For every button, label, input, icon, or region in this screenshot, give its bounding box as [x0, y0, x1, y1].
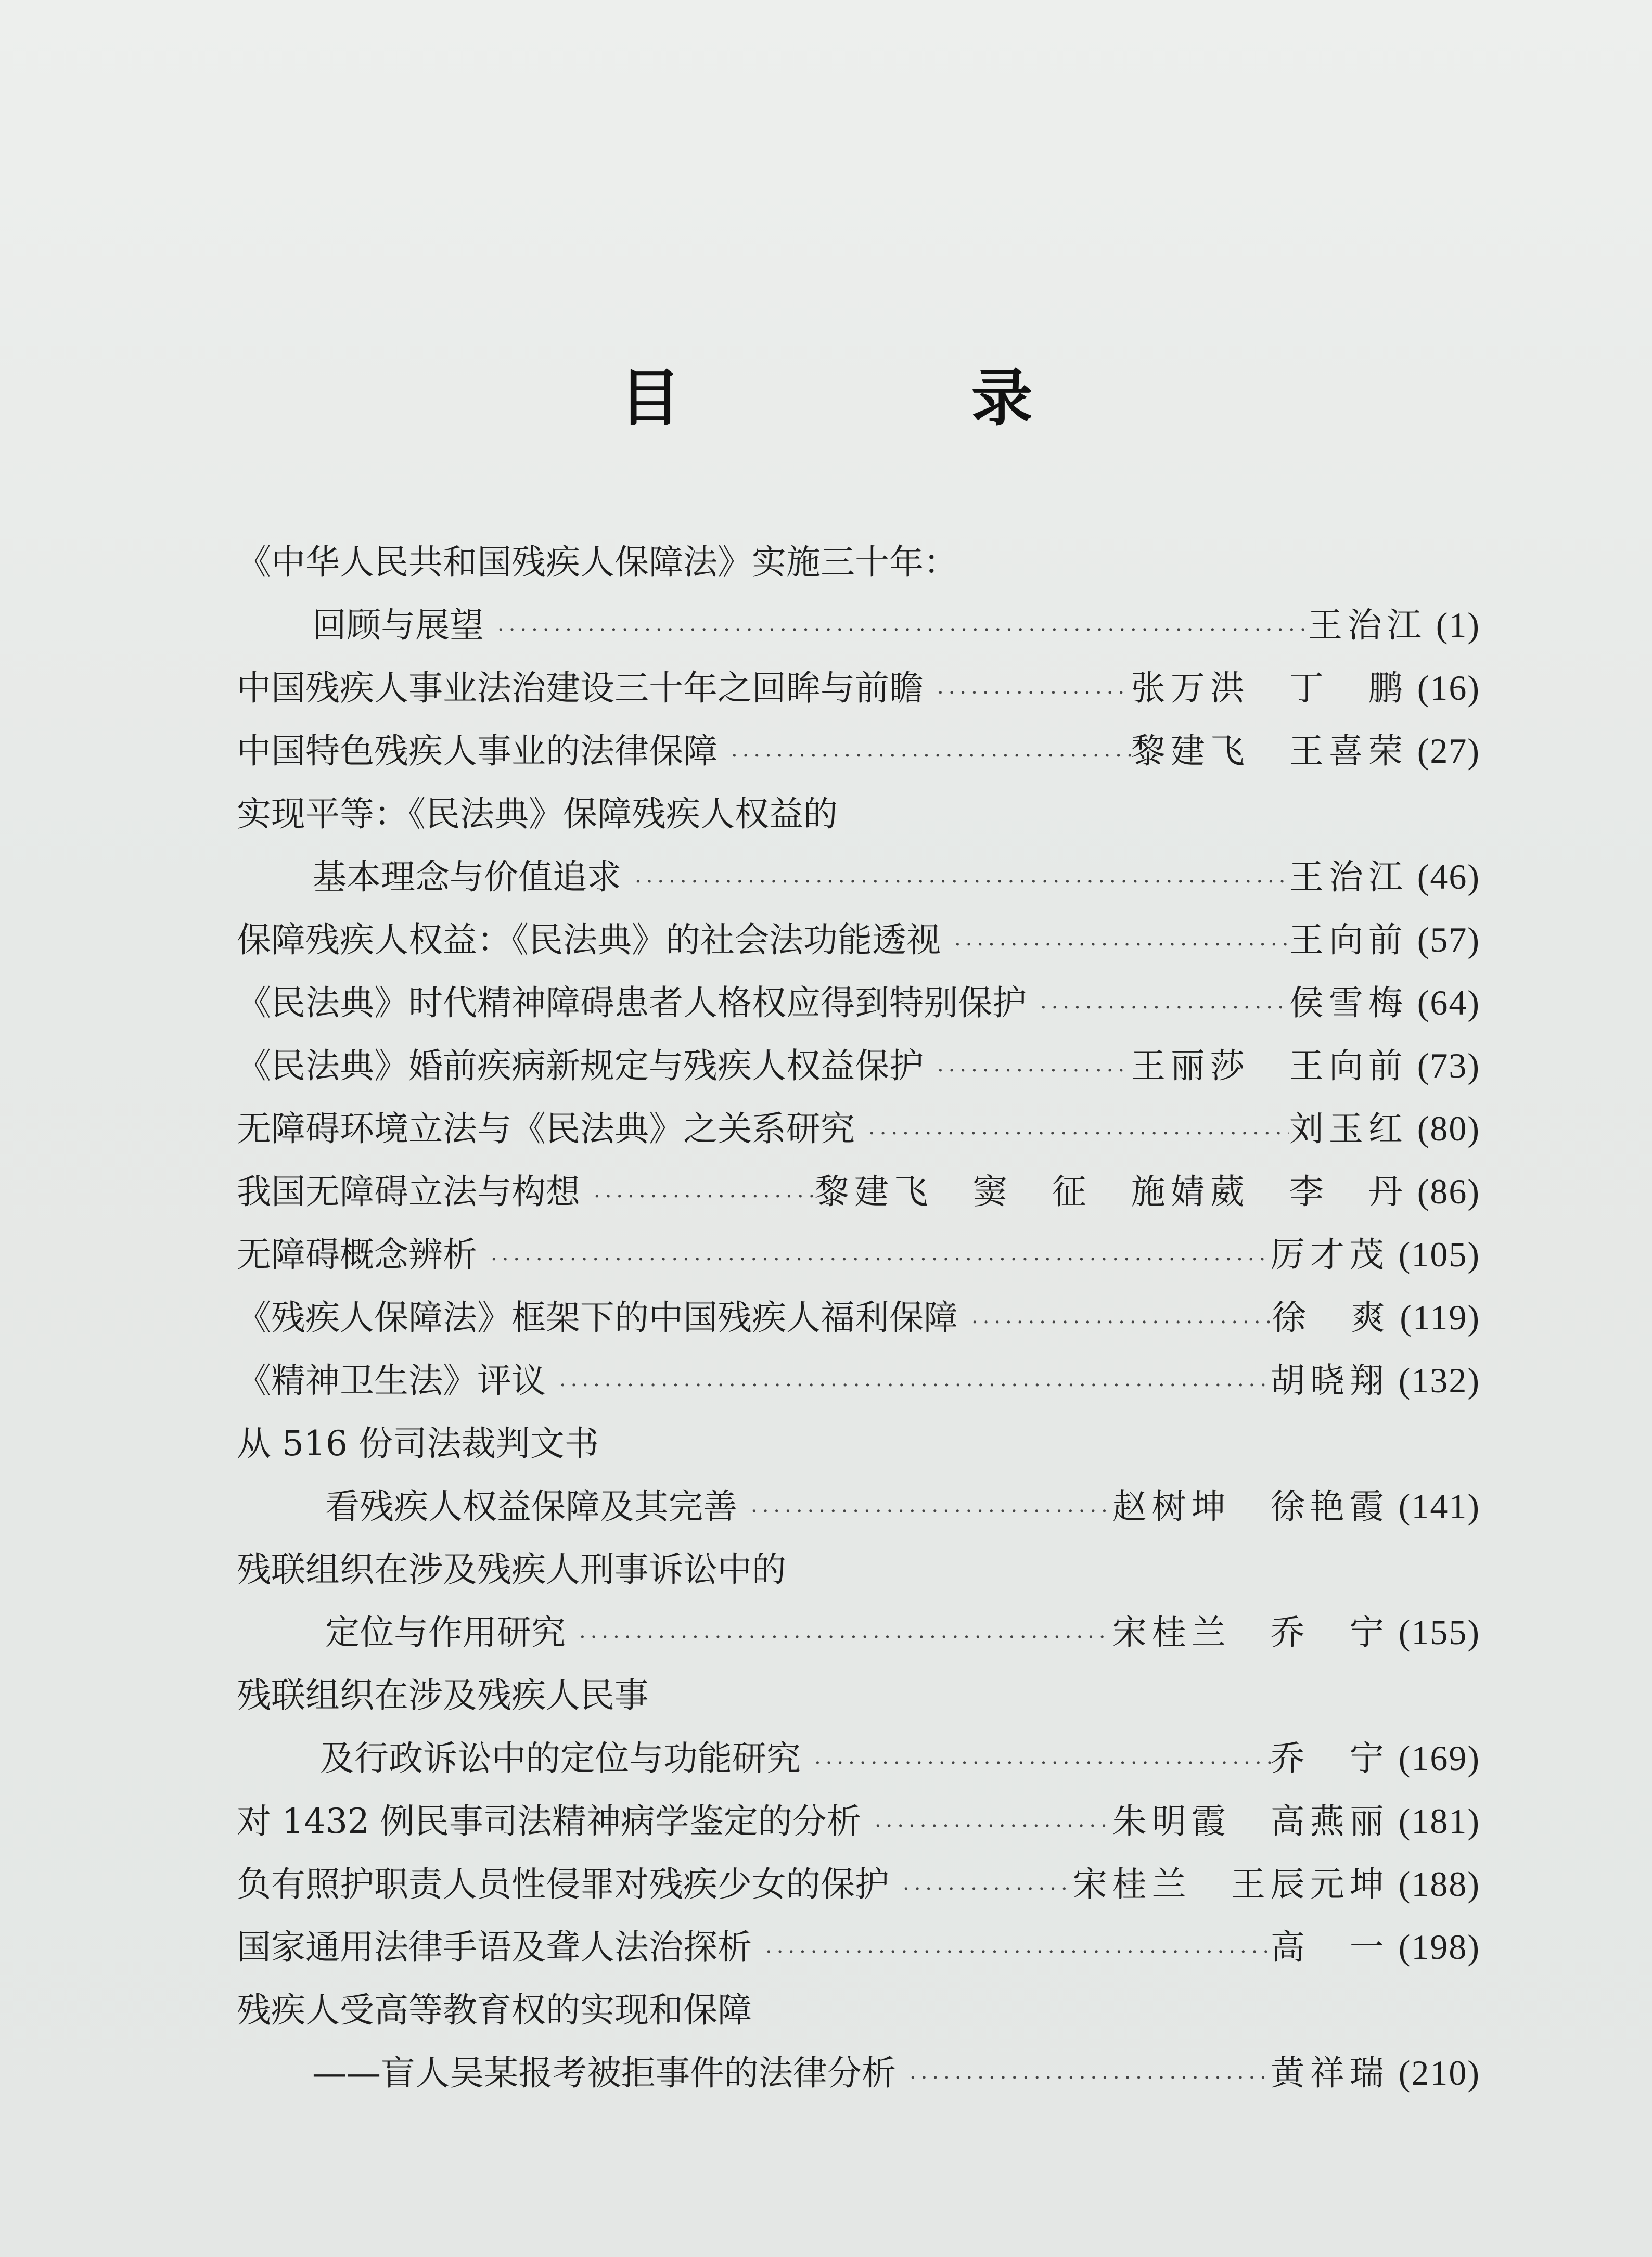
toc-entry: [237, 1034, 1480, 1097]
leader-dots: [896, 2047, 1271, 2110]
toc-entry: [237, 1475, 1480, 1538]
entry-author: 王丽莎 王向前: [1131, 1046, 1408, 1086]
toc-entry: [237, 971, 1480, 1034]
leader-dots: [889, 1858, 1073, 1921]
toc-entry: [237, 657, 1480, 720]
toc-entry: [237, 1097, 1480, 1160]
leader-dots: [861, 1795, 1112, 1858]
toc-entry: [237, 1790, 1480, 1853]
leader-dots: [737, 1480, 1112, 1543]
entry-title: 《民法典》时代精神障碍患者人格权应得到特别保护: [237, 983, 1027, 1023]
entry-page-number: (73): [1417, 1046, 1480, 1085]
toc-entry: [237, 1664, 1480, 1727]
entry-page-number: (119): [1400, 1298, 1480, 1337]
entry-page-number: (181): [1398, 1801, 1480, 1841]
leader-dots: [484, 599, 1308, 662]
entry-title: 基本理念与价值追求: [312, 857, 621, 897]
entry-title: 国家通用法律手语及聋人法治探析: [237, 1927, 752, 1967]
entry-author: 宋桂兰 王辰元坤: [1072, 1864, 1389, 1904]
entry-title: 保障残疾人权益：《民法典》的社会法功能透视: [237, 920, 941, 960]
entry-author: 朱明霞 高燕丽: [1112, 1801, 1389, 1841]
leader-dots: [477, 1228, 1271, 1291]
leader-dots: [580, 1165, 815, 1228]
entry-title: 实现平等：《民法典》保障残疾人权益的: [237, 794, 838, 834]
toc-entry: [237, 720, 1480, 783]
entry-author: 黎建飞 窦 征 施婧葳 李 丹: [814, 1172, 1408, 1212]
page-title: 目 录: [619, 362, 1147, 434]
entry-author: 侯雪梅: [1289, 983, 1408, 1023]
entry-title: 《精神卫生法》评议: [237, 1361, 546, 1401]
entry-title: 定位与作用研究: [325, 1612, 566, 1652]
entry-page-number: (64): [1417, 983, 1480, 1022]
entry-page-number: (80): [1417, 1109, 1480, 1148]
entry-author: 刘玉红: [1289, 1109, 1408, 1149]
toc-entry: [237, 845, 1480, 908]
toc-entry: [237, 1727, 1480, 1790]
entry-title: 残联组织在涉及残疾人民事: [237, 1675, 649, 1715]
toc-entry: [237, 1979, 1480, 2042]
entry-title: 看残疾人权益保障及其完善: [325, 1486, 737, 1527]
entry-page-number: (198): [1398, 1927, 1480, 1967]
entry-page-number: (86): [1417, 1172, 1480, 1211]
leader-dots: [1027, 977, 1289, 1040]
entry-title: 我国无障碍立法与构想: [237, 1172, 580, 1212]
entry-title: 残联组织在涉及残疾人刑事诉讼中的: [237, 1549, 786, 1589]
toc-entry: [237, 908, 1480, 971]
leader-dots: [924, 1040, 1131, 1102]
entry-title: 负有照护职责人员性侵罪对残疾少女的保护: [237, 1864, 889, 1904]
leader-dots: [546, 1354, 1271, 1417]
entry-page-number: (141): [1398, 1486, 1480, 1526]
toc-entry: [237, 531, 1480, 594]
entry-title: 及行政诉讼中的定位与功能研究: [320, 1738, 801, 1778]
entry-page-number: (132): [1398, 1361, 1480, 1400]
entry-author: 胡晓翔: [1270, 1361, 1389, 1401]
toc-entry: [237, 1412, 1480, 1475]
toc-entry: [237, 1223, 1480, 1286]
toc-entry: [237, 1853, 1480, 1916]
entry-page-number: (105): [1398, 1235, 1480, 1274]
entry-page-number: (169): [1398, 1738, 1480, 1778]
entry-author: 王治江: [1308, 605, 1427, 645]
toc-entry: [237, 1160, 1480, 1223]
entry-title: 《民法典》婚前疾病新规定与残疾人权益保护: [237, 1046, 924, 1086]
entry-page-number: (155): [1398, 1612, 1480, 1652]
leader-dots: [752, 1921, 1271, 1984]
entry-author: 黄祥瑞: [1270, 2053, 1389, 2093]
entry-author: 乔 宁: [1270, 1738, 1389, 1778]
entry-title: 《残疾人保障法》框架下的中国残疾人福利保障: [237, 1298, 958, 1338]
leader-dots: [801, 1732, 1271, 1795]
toc-entry: [237, 783, 1480, 845]
toc-entry: [237, 594, 1480, 657]
entry-page-number: (188): [1398, 1864, 1480, 1904]
entry-title: 中国特色残疾人事业的法律保障: [237, 731, 718, 771]
toc-entry: [237, 1916, 1480, 1979]
toc-entry: [237, 2042, 1480, 2105]
table-of-contents: [237, 531, 1480, 2105]
entry-author: 黎建飞 王喜荣: [1131, 731, 1408, 771]
entry-author: 厉才茂: [1270, 1235, 1389, 1275]
entry-title: 无障碍概念辨析: [237, 1235, 477, 1275]
bleed-through-text: [239, 112, 439, 156]
entry-author: 赵树坤 徐艳霞: [1112, 1486, 1389, 1527]
entry-author: 高 一: [1270, 1927, 1389, 1967]
entry-title: 残疾人受高等教育权的实现和保障: [237, 1990, 752, 2030]
leader-dots: [718, 725, 1131, 788]
leader-dots: [941, 914, 1289, 977]
toc-entry: [237, 1349, 1480, 1412]
entry-title: 《中华人民共和国残疾人保障法》实施三十年：: [237, 542, 958, 582]
entry-title: 从 516 份司法裁判文书: [237, 1424, 599, 1464]
leader-dots: [958, 1291, 1272, 1354]
entry-page-number: (27): [1417, 731, 1480, 771]
leader-dots: [855, 1102, 1289, 1165]
toc-entry: [237, 1538, 1480, 1601]
leader-dots: [566, 1606, 1112, 1669]
entry-author: 张万洪 丁 鹏: [1131, 668, 1408, 708]
entry-author: 宋桂兰 乔 宁: [1112, 1612, 1389, 1652]
entry-title: 回顾与展望: [312, 605, 484, 645]
entry-page-number: (57): [1417, 920, 1480, 959]
entry-title: ——盲人吴某报考被拒事件的法律分析: [312, 2053, 896, 2093]
entry-page-number: (1): [1436, 605, 1480, 645]
leader-dots: [924, 662, 1131, 725]
entry-author: 王治江: [1289, 857, 1408, 897]
entry-title: 对 1432 例民事司法精神病学鉴定的分析: [237, 1801, 861, 1841]
entry-author: 王向前: [1289, 920, 1408, 960]
leader-dots: [621, 851, 1289, 914]
toc-entry: [237, 1286, 1480, 1349]
entry-author: 徐 爽: [1272, 1298, 1391, 1338]
entry-page-number: (46): [1417, 857, 1480, 896]
entry-page-number: (210): [1398, 2053, 1480, 2093]
entry-page-number: (16): [1417, 668, 1480, 708]
entry-title: 中国残疾人事业法治建设三十年之回眸与前瞻: [237, 668, 924, 708]
entry-title: 无障碍环境立法与《民法典》之关系研究: [237, 1109, 855, 1149]
toc-entry: [237, 1601, 1480, 1664]
